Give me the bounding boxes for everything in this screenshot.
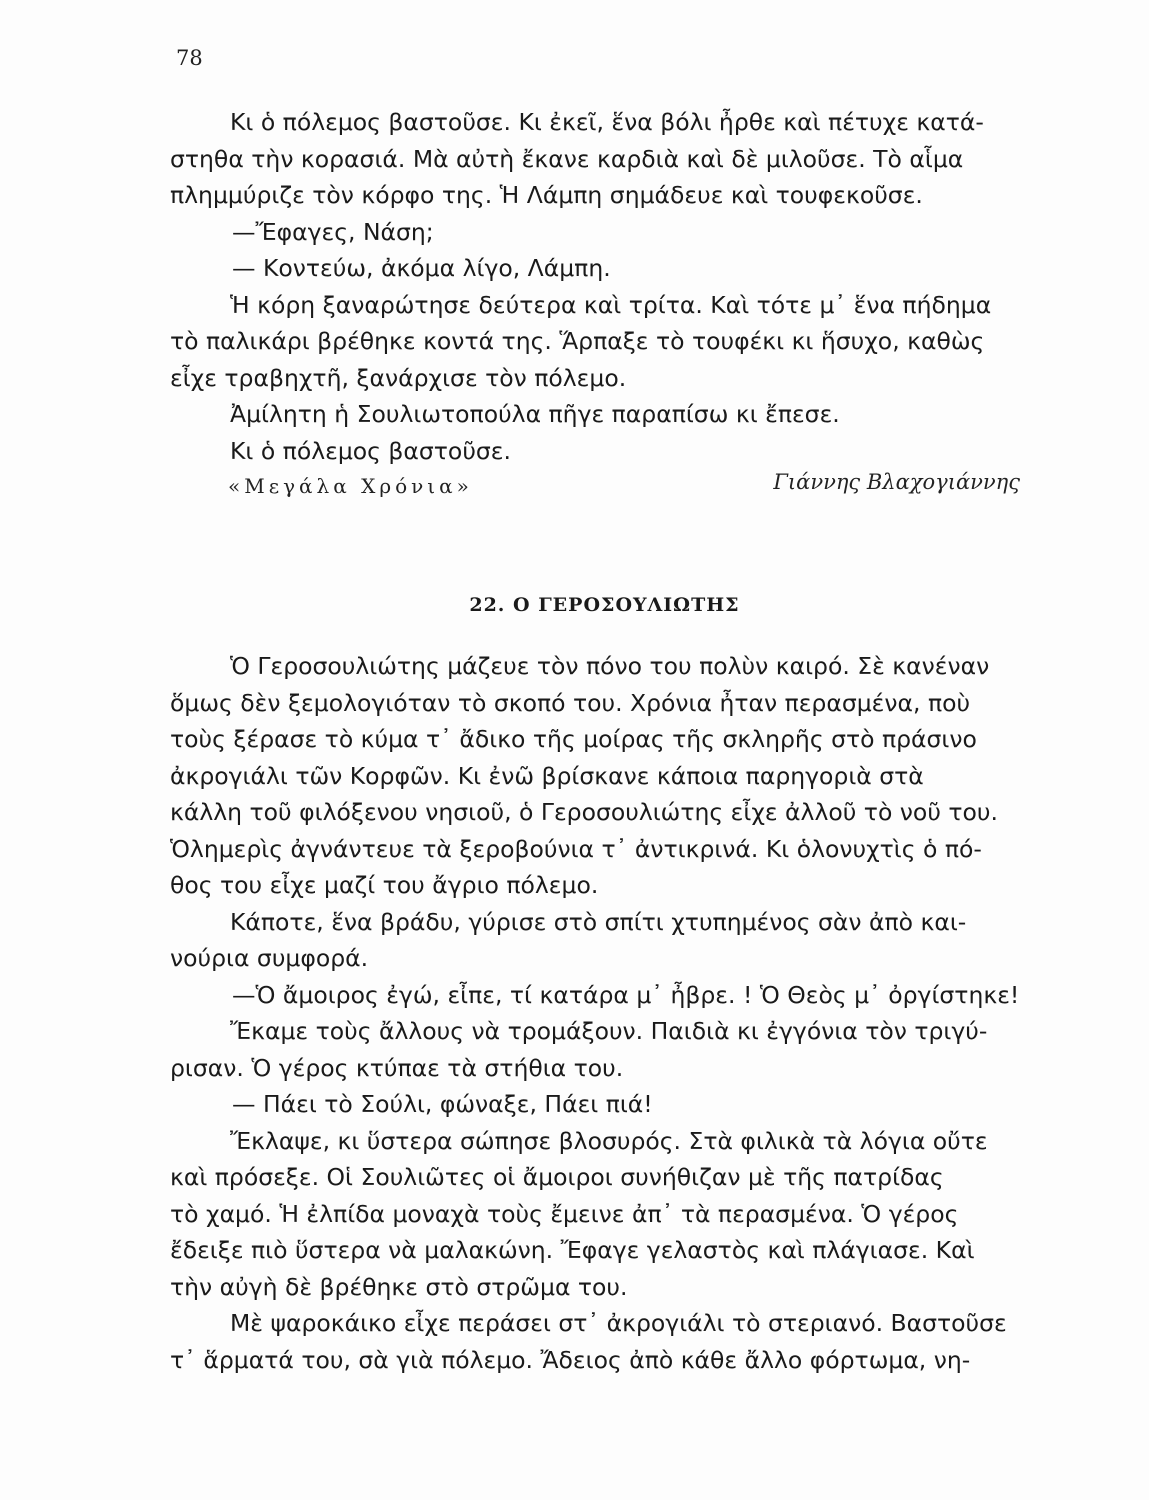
dialogue-line: — Πάει τὸ Σούλι, φώναξε, Πάει πιά! [232,1090,653,1118]
page-number: 78 [176,46,203,70]
text-line: Ἔκαμε τοὺς ἄλλους νὰ τρομάξουν. Παιδιὰ κι ἐγγόνια τὸν τριγύ- [230,1017,988,1045]
text-line: Ὁ Γεροσουλιώτης μάζευε τὸν πόνο του πολὺν καιρό. Σὲ κανέναν [230,652,990,680]
text-line: ὅμως δὲν ξεμολογιόταν τὸ σκοπό του. Χρόνια ἦταν περασμένα, ποὺ [170,688,971,717]
text-line: νούρια συμφορά. [170,944,369,972]
text-line: εἶχε τραβηχτῆ, ξανάρχισε τὸν πόλεμο. [170,363,627,392]
text-line: ἀκρογιάλι τῶν Κορφῶν. Κι ἐνῶ βρίσκανε κάποια παρηγοριὰ στὰ [170,761,924,790]
text-block-part1 [170,104,1050,469]
dialogue-line: — Κοντεύω, ἀκόμα λίγο, Λάμπη. [232,254,611,282]
text-line: ἔδειξε πιὸ ὕστερα νὰ μαλακώνη. Ἔφαγε γελαστὸς καὶ πλάγιασε. Καὶ [170,1236,975,1264]
author-name: Γιάννης Βλαχογιάννης [773,470,1020,494]
section-title: 22. Ο ΓΕΡΟΣΟΥΛΙΩΤΗΣ [469,594,740,616]
text-line: κάλλη τοῦ φιλόξενου νησιοῦ, ὁ Γεροσουλιώτης εἶχε ἀλλοῦ τὸ νοῦ του. [170,798,998,826]
text-line: τοὺς ξέρασε τὸ κύμα τ᾿ ἄδικο τῆς μοίρας τῆς σκληρῆς στὸ πράσινο [170,725,977,753]
citation-row [228,470,1020,502]
text-line: Κι ὁ πόλεμος βαστοῦσε. [230,436,511,465]
text-line: Ὁλημερὶς ἀγνάντευε τὰ ξεροβούνια τ᾿ ἀντικρινά. Κι ὁλονυχτὶς ὁ πό- [170,834,982,863]
text-line: πλημμύριζε τὸν κόρφο της. Ἡ Λάμπη σημάδευε καὶ τουφεκοῦσε. [170,181,923,209]
text-line: καὶ πρόσεξε. Οἱ Σουλιῶτες οἱ ἄμοιροι συνήθιζαν μὲ τῆς πατρίδας [170,1163,944,1191]
text-line: τὸ παλικάρι βρέθηκε κοντά της. Ἅρπαξε τὸ τουφέκι κι ἥσυχο, καθὼς [170,327,985,355]
text-line: τὴν αὐγὴ δὲ βρέθηκε στὸ στρῶμα του. [170,1272,628,1301]
dialogue-line: —Ὁ ἄμοιρος ἐγώ, εἶπε, τί κατάρα μ᾿ ἦβρε. ! Ὁ Θεὸς μ᾿ ὀργίστηκε! [232,980,1020,1009]
text-line: στηθα τὴν κορασιά. Μὰ αὐτὴ ἔκανε καρδιὰ καὶ δὲ μιλοῦσε. Τὸ αἷμα [170,144,964,173]
text-line: Μὲ ψαροκάικο εἶχε περάσει στ᾿ ἀκρογιάλι τὸ στεριανό. Βαστοῦσε [230,1309,1007,1337]
dialogue-line: —Ἔφαγες, Νάση; [232,217,434,246]
source-title: «Μεγάλα Χρόνια» [228,474,473,498]
text-line: Ἡ κόρη ξαναρώτησε δεύτερα καὶ τρίτα. Καὶ τότε μ᾿ ἕνα πήδημα [230,290,992,319]
text-line: Κάποτε, ἕνα βράδυ, γύρισε στὸ σπίτι χτυπημένος σὰν ἀπὸ και- [230,907,967,936]
text-line: Ἔκλαψε, κι ὕστερα σώπησε βλοσυρός. Στὰ φιλικὰ τὰ λόγια οὔτε [230,1126,988,1155]
text-line: τ᾿ ἅρματά του, σὰ γιὰ πόλεμο. Ἄδειος ἀπὸ κάθε ἄλλο φόρτωμα, νη- [170,1345,971,1374]
text-line: τὸ χαμό. Ἡ ἐλπίδα μοναχὰ τοὺς ἔμεινε ἀπ᾿ τὰ περασμένα. Ὁ γέρος [170,1199,959,1228]
text-line: ρισαν. Ὁ γέρος κτύπαε τὰ στήθια του. [170,1053,624,1082]
text-block-part2 [170,648,1050,1378]
text-line: Κι ὁ πόλεμος βαστοῦσε. Κι ἐκεῖ, ἕνα βόλι ἦρθε καὶ πέτυχε κατά- [230,108,984,136]
text-line: Ἀμίλητη ἡ Σουλιωτοπούλα πῆγε παραπίσω κι ἔπεσε. [230,400,840,428]
text-line: θος του εἶχε μαζί του ἄγριο πόλεμο. [170,871,599,899]
